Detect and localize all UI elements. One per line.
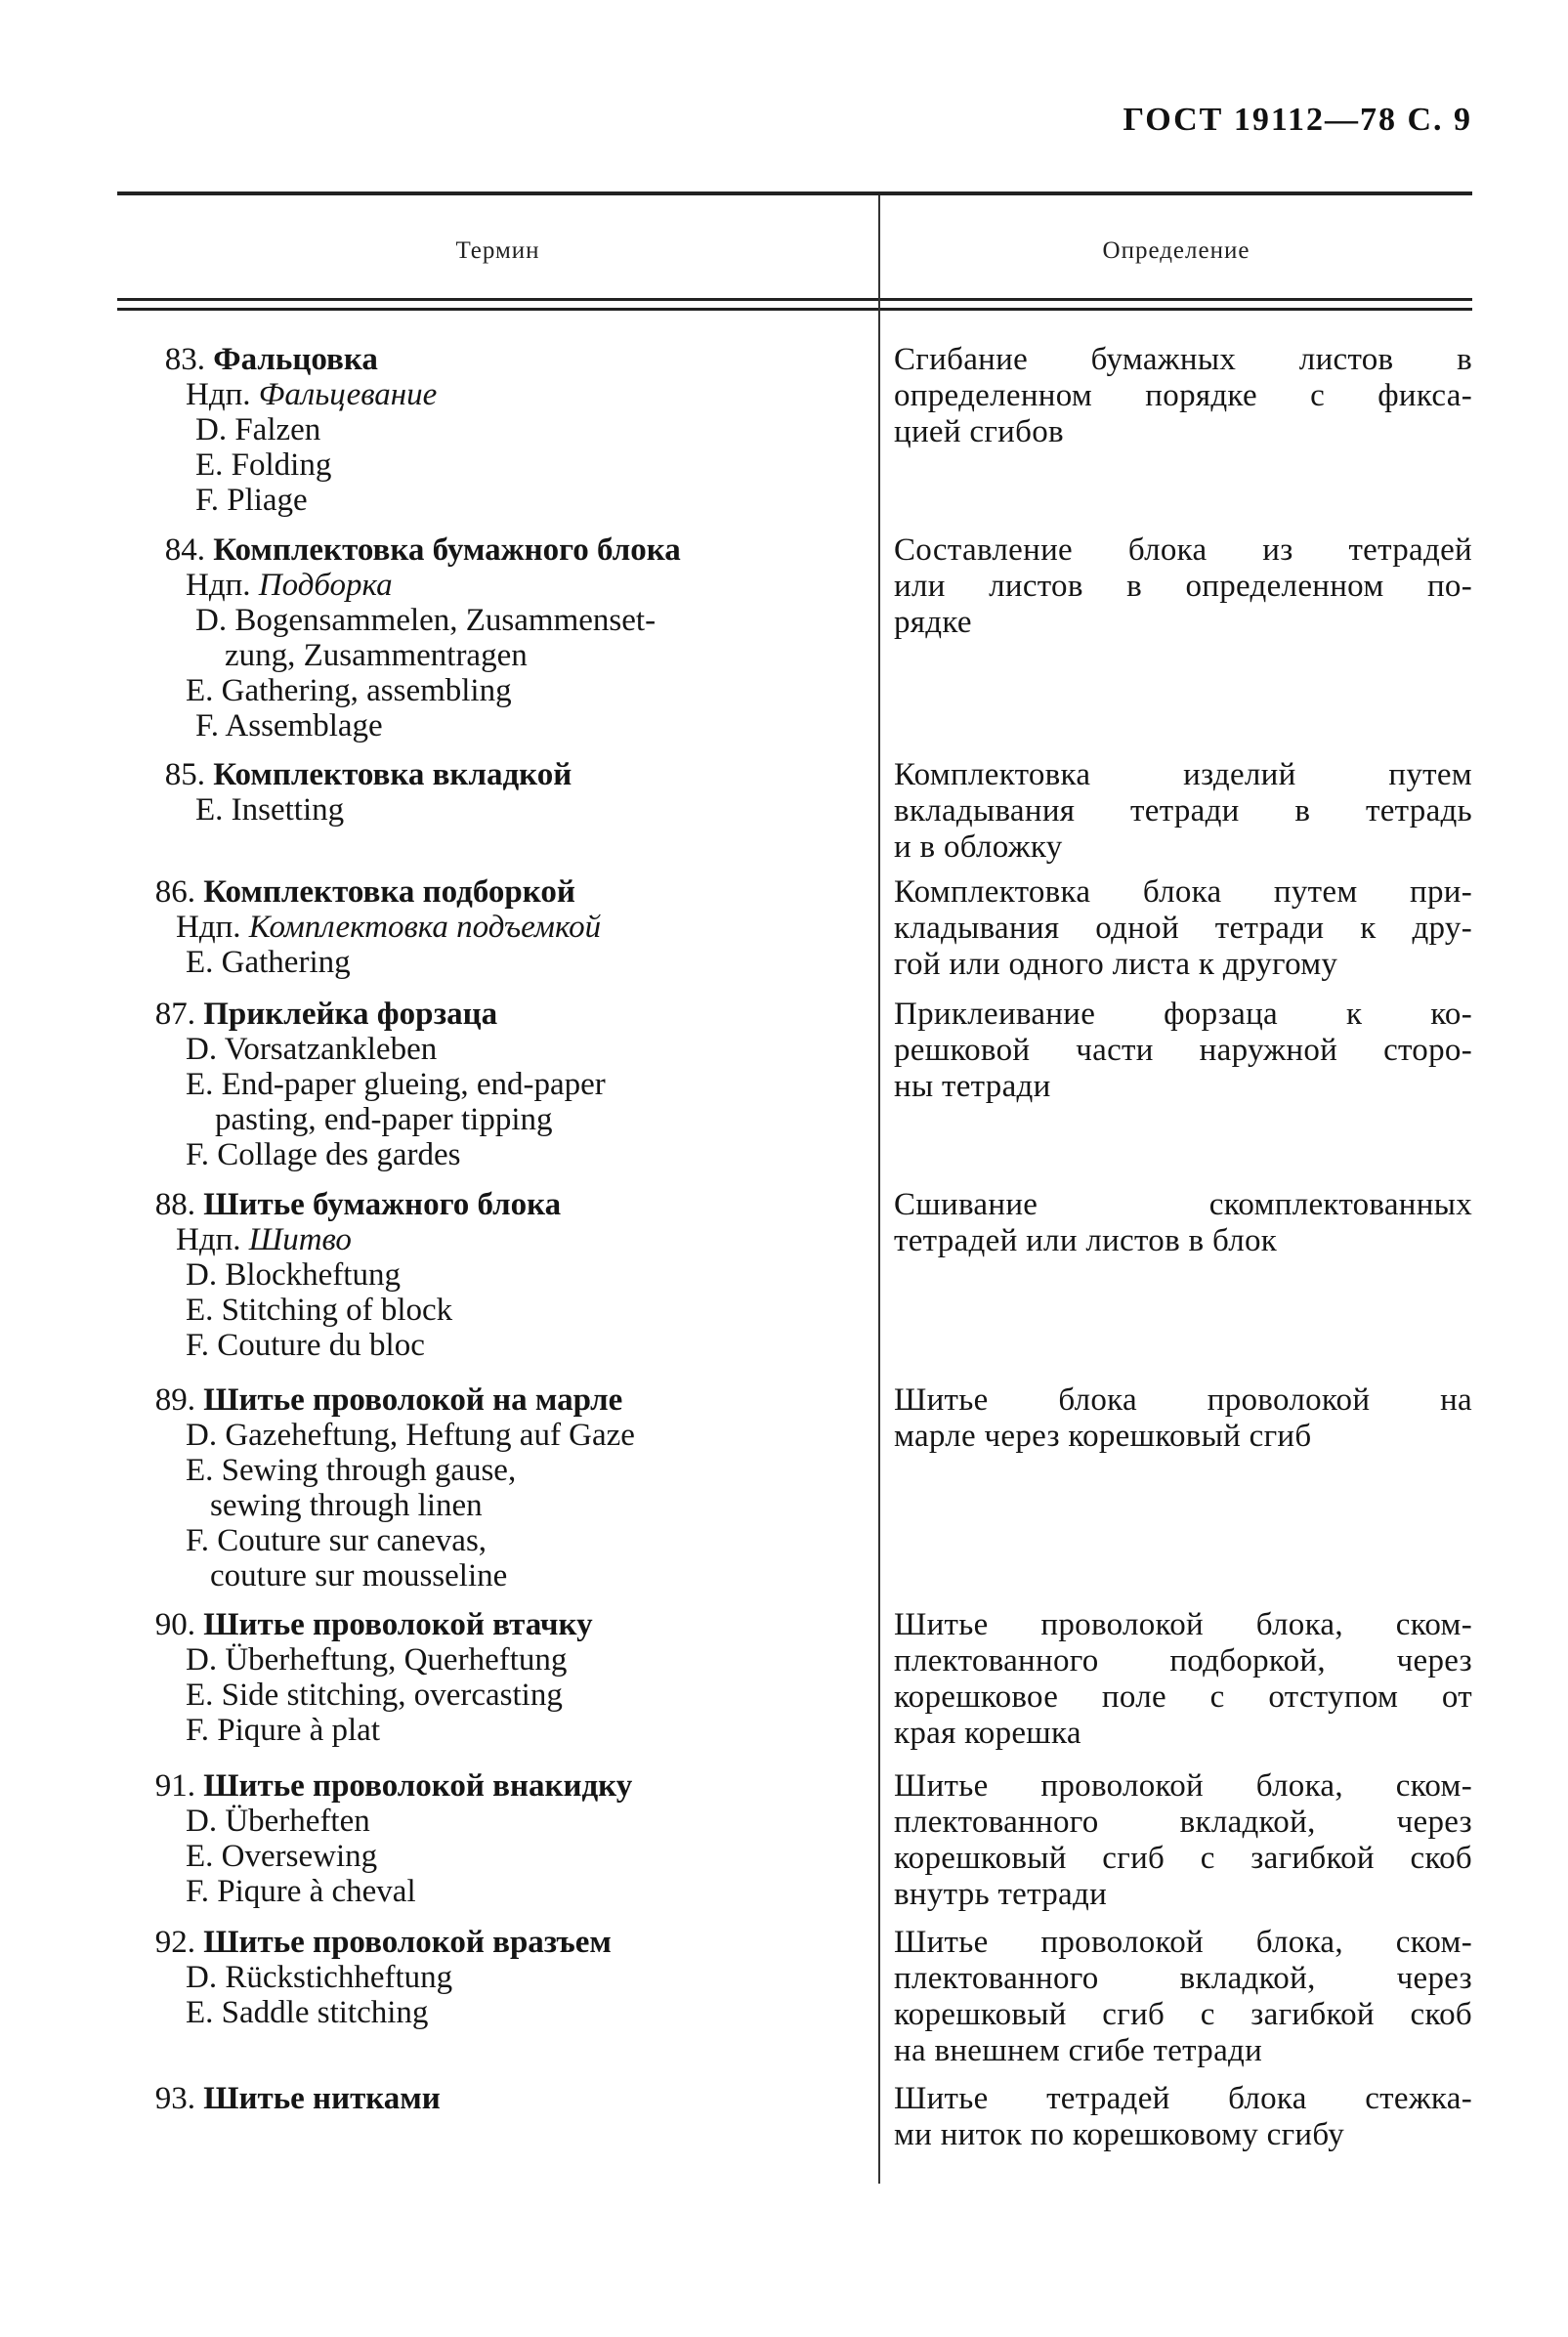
term-heading <box>137 997 879 1032</box>
foreign-equivalent: E. Side stitching, overcasting <box>186 1678 563 1713</box>
term-heading <box>137 1925 879 1960</box>
definition-line: Шитье тетрадей блока стежка- <box>894 2081 1472 2116</box>
definition-line: ны тетради <box>894 1069 1051 1104</box>
term-name: Шитье проволокой внакидку <box>195 1768 633 1804</box>
foreign-equivalent: E. Stitching of block <box>186 1293 453 1328</box>
definition-cell <box>894 1925 1472 2069</box>
term-name: Комплектовка подборкой <box>195 874 575 910</box>
definition-line: Сшивание скомплектованных <box>894 1187 1472 1222</box>
definition-line: плектованного вкладкой, через <box>894 1805 1472 1840</box>
term-name: Шитье бумажного блока <box>195 1187 562 1222</box>
definition-cell <box>894 757 1472 866</box>
term-number: 85. <box>164 757 205 792</box>
foreign-equivalent: E. Sewing through gause, <box>186 1453 517 1488</box>
foreign-equivalent: E. Insetting <box>195 792 345 828</box>
page-header: ГОСТ 19112—78 С. 9 <box>1123 102 1472 138</box>
definition-line: Комплектовка блока путем при- <box>894 874 1472 910</box>
definition-line: на внешнем сгибе тетради <box>894 2033 1263 2068</box>
header-double-rule-upper <box>117 298 1472 301</box>
definition-line: определенном порядке с фикса- <box>894 378 1472 413</box>
table-top-rule <box>117 191 1472 195</box>
column-header-term: Термин <box>455 237 540 264</box>
definition-line: цией сгибов <box>894 414 1064 449</box>
term-cell <box>137 1925 879 2030</box>
foreign-equivalent: F. Assemblage <box>195 708 383 744</box>
foreign-equivalent: F. Pliage <box>195 483 308 518</box>
definition-line: корешковое поле с отступом от <box>894 1679 1472 1715</box>
term-heading <box>147 532 889 568</box>
definition-line: плектованного вкладкой, через <box>894 1961 1472 1996</box>
term-cell <box>147 757 889 828</box>
term-name: Приклейка форзаца <box>195 997 498 1032</box>
definition-line: ми ниток по корешковому сгибу <box>894 2117 1344 2152</box>
term-cell <box>137 874 879 980</box>
definition-line: Составление блока из тетрадей <box>894 532 1472 568</box>
term-name: Комплектовка вкладкой <box>205 757 572 792</box>
non-recommended-synonym: Ндп. Фальцевание <box>186 377 438 412</box>
foreign-equivalent: E. Oversewing <box>186 1839 378 1874</box>
definition-line: тетрадей или листов в блок <box>894 1223 1278 1258</box>
definition-line: рядке <box>894 605 972 640</box>
definition-cell <box>894 1382 1472 1455</box>
definition-line: края корешка <box>894 1716 1081 1751</box>
term-name: Шитье проволокой на марле <box>195 1382 623 1418</box>
definition-line: Шитье проволокой блока, ском- <box>894 1925 1472 1960</box>
foreign-equivalent: D. Vorsatzankleben <box>186 1032 438 1067</box>
term-cell <box>137 1382 879 1593</box>
foreign-equivalent: pasting, end-paper tipping <box>215 1102 553 1137</box>
definition-cell <box>894 1607 1472 1752</box>
term-heading <box>137 1607 879 1642</box>
foreign-equivalent: F. Couture du bloc <box>186 1328 425 1363</box>
definition-line: Шитье проволокой блока, ском- <box>894 1607 1472 1642</box>
term-cell <box>137 1607 879 1748</box>
term-number: 83. <box>164 342 205 377</box>
definition-line: и в обложку <box>894 829 1063 865</box>
term-heading <box>137 2081 879 2116</box>
foreign-equivalent: D. Blockheftung <box>186 1257 401 1293</box>
foreign-equivalent: D. Rückstichheftung <box>186 1960 453 1995</box>
definition-cell <box>894 2081 1472 2153</box>
definition-line: решковой части наружной сторо- <box>894 1033 1472 1068</box>
definition-cell <box>894 1768 1472 1913</box>
definition-cell <box>894 342 1472 450</box>
foreign-equivalent: D. Überheftung, Querheftung <box>186 1642 568 1678</box>
term-heading <box>137 1768 879 1804</box>
definition-line: или листов в определенном по- <box>894 569 1472 604</box>
term-heading <box>147 342 889 377</box>
definition-cell <box>894 1187 1472 1259</box>
term-number: 84. <box>164 532 205 568</box>
term-number: 91. <box>154 1768 195 1804</box>
definition-line: Приклеивание форзаца к ко- <box>894 997 1472 1032</box>
term-name: Фальцовка <box>205 342 378 377</box>
definition-cell <box>894 997 1472 1105</box>
definition-line: гой или одного листа к другому <box>894 947 1338 982</box>
foreign-equivalent: couture sur mousseline <box>210 1558 508 1593</box>
term-number: 92. <box>154 1925 195 1960</box>
definition-line: Шитье проволокой блока, ском- <box>894 1768 1472 1804</box>
non-recommended-synonym: Ндп. Шитво <box>176 1222 352 1257</box>
term-cell <box>137 1768 879 1909</box>
term-heading <box>137 874 879 910</box>
foreign-equivalent: E. Gathering <box>186 945 351 980</box>
header-double-rule-lower <box>117 308 1472 311</box>
definition-line: корешковый сгиб с загибкой скоб <box>894 1841 1472 1876</box>
foreign-equivalent: D. Überheften <box>186 1804 370 1839</box>
definition-line: кладывания одной тетради к дру- <box>894 911 1472 946</box>
foreign-equivalent: F. Piqure à cheval <box>186 1874 416 1909</box>
definition-line: внутрь тетради <box>894 1877 1108 1912</box>
term-name: Комплектовка бумажного блока <box>205 532 681 568</box>
term-heading <box>147 757 889 792</box>
definition-line: марле через корешковый сгиб <box>894 1419 1312 1454</box>
foreign-equivalent: D. Gazeheftung, Heftung auf Gaze <box>186 1418 635 1453</box>
non-recommended-synonym: Ндп. Комплектовка подъемкой <box>176 910 602 945</box>
foreign-equivalent: F. Piqure à plat <box>186 1713 380 1748</box>
term-name: Шитье проволокой втачку <box>195 1607 593 1642</box>
non-recommended-synonym: Ндп. Подборка <box>186 568 393 603</box>
term-number: 89. <box>154 1382 195 1418</box>
definition-line: корешковый сгиб с загибкой скоб <box>894 1997 1472 2032</box>
foreign-equivalent: F. Couture sur canevas, <box>186 1523 487 1558</box>
term-number: 87. <box>154 997 195 1032</box>
term-number: 88. <box>154 1187 195 1222</box>
foreign-equivalent: E. Gathering, assembling <box>186 673 512 708</box>
term-cell <box>147 532 889 744</box>
term-number: 86. <box>154 874 195 910</box>
term-name: Шитье проволокой вразъем <box>195 1925 612 1960</box>
term-heading <box>137 1187 879 1222</box>
foreign-equivalent: D. Bogensammelen, Zusammenset- <box>195 603 657 638</box>
foreign-equivalent: zung, Zusammentragen <box>225 638 528 673</box>
foreign-equivalent: F. Collage des gardes <box>186 1137 461 1172</box>
foreign-equivalent: D. Falzen <box>195 412 321 447</box>
definition-line: вкладывания тетради в тетрадь <box>894 793 1472 829</box>
definition-cell <box>894 874 1472 983</box>
definition-cell <box>894 532 1472 641</box>
term-name: Шитье нитками <box>195 2081 441 2116</box>
definition-line: Сгибание бумажных листов в <box>894 342 1472 377</box>
foreign-equivalent: E. End-paper glueing, end-paper <box>186 1067 606 1102</box>
term-cell <box>137 2081 879 2116</box>
foreign-equivalent: E. Saddle stitching <box>186 1995 429 2030</box>
definition-line: плектованного подборкой, через <box>894 1643 1472 1678</box>
definition-line: Шитье блока проволокой на <box>894 1382 1472 1418</box>
term-heading <box>137 1382 879 1418</box>
foreign-equivalent: E. Folding <box>195 447 332 483</box>
column-header-definition: Определение <box>1102 237 1250 264</box>
term-cell <box>137 997 879 1172</box>
term-number: 93. <box>154 2081 195 2116</box>
foreign-equivalent: sewing through linen <box>210 1488 483 1523</box>
definition-line: Комплектовка изделий путем <box>894 757 1472 792</box>
term-cell <box>137 1187 879 1363</box>
term-cell <box>147 342 889 518</box>
term-number: 90. <box>154 1607 195 1642</box>
